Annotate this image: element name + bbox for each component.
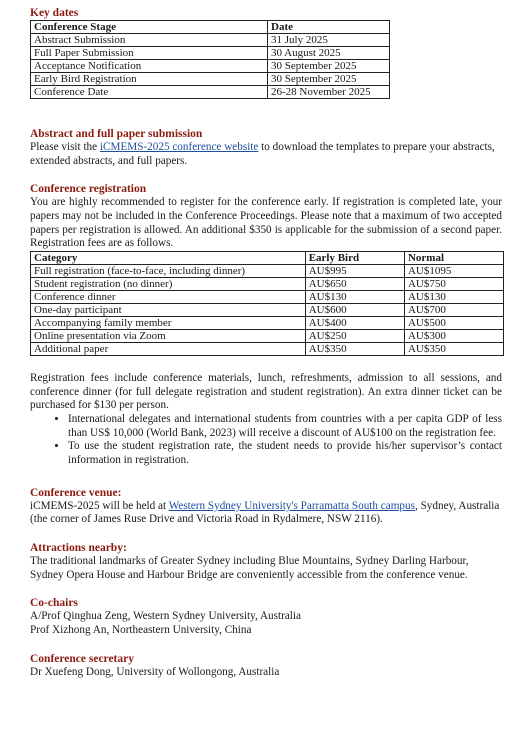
date-cell: 31 July 2025 — [268, 34, 390, 47]
early-bird-cell: AU$130 — [305, 290, 404, 303]
table-row — [31, 73, 390, 86]
normal-cell: AU$750 — [404, 277, 503, 290]
registration-heading: Conference registration — [30, 183, 147, 196]
early-bird-cell: AU$995 — [305, 264, 404, 277]
date-cell: 30 August 2025 — [268, 47, 390, 60]
registration-fees-table — [30, 251, 504, 356]
cochair-line: Prof Xizhong An, Northeastern University, China — [30, 623, 252, 636]
date-cell: 30 September 2025 — [268, 60, 390, 73]
cochairs-section — [30, 596, 502, 637]
table-row — [31, 86, 390, 99]
category-cell: Online presentation via Zoom — [31, 329, 306, 342]
category-cell: One-day participant — [31, 303, 306, 316]
date-cell: 30 September 2025 — [268, 73, 390, 86]
table-row — [31, 264, 504, 277]
key-dates-table — [30, 20, 390, 99]
fees-col-normal: Normal — [404, 251, 503, 264]
table-row — [31, 329, 504, 342]
table-row — [31, 316, 504, 329]
key-dates-col-stage: Conference Stage — [31, 21, 268, 34]
attractions-paragraph: The traditional landmarks of Greater Sydney including Blue Mountains, Sydney Darling Harbour, Sydney Opera House and Harbour Bridge are conveniently accessible from the conference venue. — [30, 554, 469, 581]
normal-cell: AU$500 — [404, 316, 503, 329]
normal-cell: AU$700 — [404, 303, 503, 316]
abstract-section — [30, 127, 502, 168]
normal-cell: AU$1095 — [404, 264, 503, 277]
normal-cell: AU$300 — [404, 329, 503, 342]
venue-heading: Conference venue: — [30, 486, 122, 499]
table-row — [31, 277, 504, 290]
table-row — [31, 342, 504, 355]
registration-section — [30, 182, 502, 467]
venue-section — [30, 486, 502, 527]
registration-bullet-list — [30, 413, 502, 468]
abstract-text-before: Please visit the — [30, 141, 100, 154]
venue-paragraph — [30, 500, 502, 527]
stage-cell: Early Bird Registration — [31, 73, 268, 86]
key-dates-col-date: Date — [268, 21, 390, 34]
stage-cell: Full Paper Submission — [31, 47, 268, 60]
list-item: • To use the student registration rate, the student needs to provide his/her supervisor’s contact information in registration. — [68, 440, 502, 467]
key-dates-heading: Key dates — [30, 7, 79, 19]
table-row — [31, 60, 390, 73]
category-cell: Additional paper — [31, 342, 306, 355]
category-cell: Student registration (no dinner) — [31, 277, 306, 290]
venue-text-after: , Sydney, Australia (the corner of James Ruse Drive and Victoria Road in Rydalmere, NSW 2116). — [30, 499, 500, 526]
stage-cell: Conference Date — [31, 86, 268, 99]
abstract-text-after: to download the templates to prepare your abstracts, extended abstracts, and full papers. — [30, 141, 495, 167]
normal-cell: AU$350 — [404, 342, 503, 355]
fees-header-row — [31, 251, 504, 264]
table-row — [31, 47, 390, 60]
fees-col-category: Category — [31, 251, 306, 264]
early-bird-cell: AU$400 — [305, 316, 404, 329]
secretary-heading: Conference secretary — [30, 652, 134, 665]
secretary-section — [30, 652, 502, 680]
list-item: • International delegates and international students from countries with a per capita GDP of less than US$ 10,000 (World Bank, 2023) will receive a discount of AU$100 on the registration fee. — [68, 413, 502, 440]
conference-website-link[interactable]: iCMEMS-2025 conference website — [99, 141, 259, 154]
cochair-line: A/Prof Qinghua Zeng, Western Sydney University, Australia — [30, 610, 301, 623]
registration-intro: You are highly recommended to register for the conference early. If registration is completed late, your papers may not be included in the Conference Proceedings. Please note that a maximum of two accepted papers per registration is allowed. An additional $350 is applicable for the submission of a second paper. Registration fees are as follows. — [30, 196, 502, 250]
stage-cell: Acceptance Notification — [31, 60, 268, 73]
early-bird-cell: AU$600 — [305, 303, 404, 316]
normal-cell: AU$130 — [404, 290, 503, 303]
key-dates-header-row — [31, 21, 390, 34]
category-cell: Conference dinner — [31, 290, 306, 303]
early-bird-cell: AU$250 — [305, 329, 404, 342]
date-cell: 26-28 November 2025 — [268, 86, 390, 99]
attractions-section — [30, 541, 502, 582]
stage-cell: Abstract Submission — [31, 34, 268, 47]
registration-fees-note: Registration fees include conference materials, lunch, refreshments, admission to all sessions, and conference dinner (for full delegate registration and student registration). An extra dinner ticket can be purchased for $130 per person. — [30, 371, 502, 412]
early-bird-cell: AU$650 — [305, 277, 404, 290]
table-row — [31, 290, 504, 303]
category-cell: Accompanying family member — [31, 316, 306, 329]
venue-campus-link[interactable]: Western Sydney University's Parramatta South campus — [168, 499, 415, 512]
table-row — [31, 34, 390, 47]
venue-text-before: iCMEMS-2025 will be held at — [30, 499, 169, 512]
category-cell: Full registration (face-to-face, including dinner) — [31, 264, 306, 277]
attractions-heading: Attractions nearby: — [30, 541, 127, 554]
fees-col-early-bird: Early Bird — [305, 251, 404, 264]
table-row — [31, 303, 504, 316]
early-bird-cell: AU$350 — [305, 342, 404, 355]
cochairs-heading: Co-chairs — [30, 597, 78, 610]
secretary-line: Dr Xuefeng Dong, University of Wollongong, Australia — [30, 665, 280, 678]
abstract-paragraph — [30, 141, 502, 168]
abstract-heading: Abstract and full paper submission — [30, 128, 203, 141]
